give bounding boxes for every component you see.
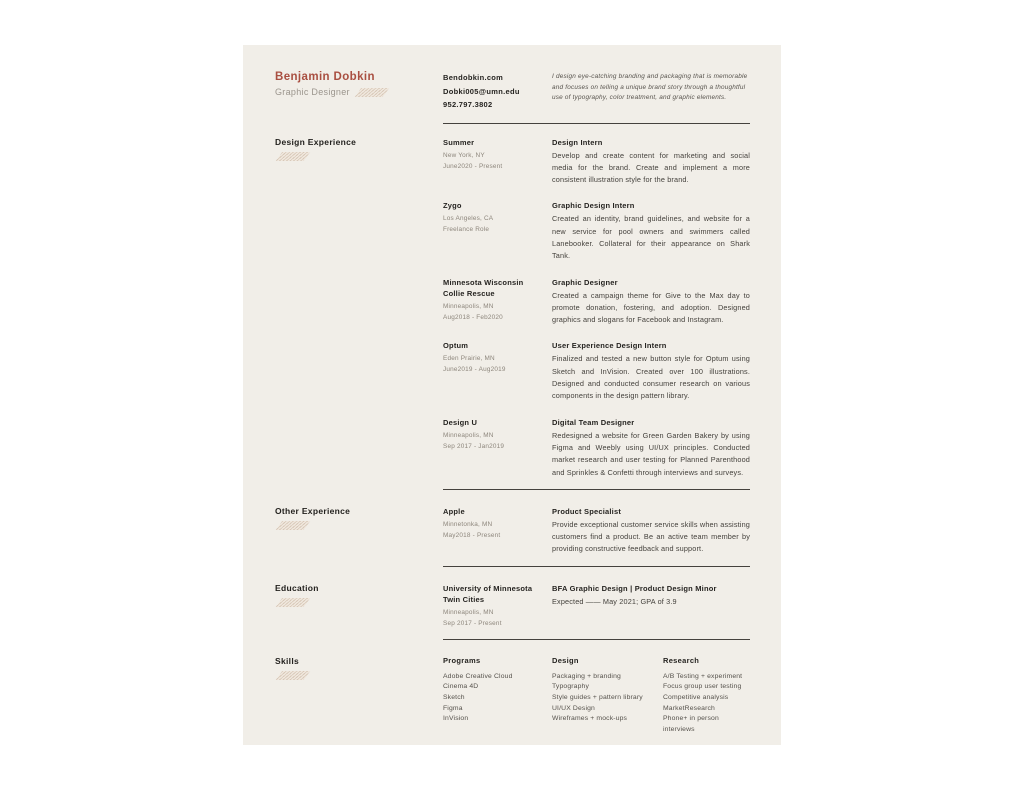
entry-dates: Freelance Role [443,226,490,234]
entry-role: Product Specialist [552,506,622,516]
skill-item: Figma [443,704,463,712]
skill-item: InVision [443,715,469,723]
person-job-title: Graphic Designer [275,87,350,97]
hatch-decoration-icon [276,598,310,607]
skills-column-design [552,656,663,736]
skill-item: Packaging + branding [552,672,621,680]
skill-item: Style guides + pattern library [552,693,643,701]
section-label-design-experience: Design Experience [275,136,357,147]
entry-description: Expected —— May 2021; GPA of 3.9 [552,596,677,606]
experience-entry [443,137,750,187]
skill-item: Sketch [443,693,465,701]
entry-description: Finalized and tested a new button style for Optum using Sketch and InVision. Created over 100 illustrations. Designed and conducted consumer research on various components in the design pattern library. [552,354,750,401]
entry-location: Minneapolis, MN [443,302,494,310]
experience-entry [443,200,750,262]
section-skills [275,656,750,736]
entry-role: User Experience Design Intern [552,341,667,351]
education-entry [443,583,750,629]
contact-phone: 952.797.3802 [443,100,493,109]
entry-degree: BFA Graphic Design | Product Design Minor [552,583,717,593]
entry-role: Graphic Designer [552,277,618,287]
entry-org: Design U [443,417,478,427]
skill-item: Cinema 4D [443,683,479,691]
section-label-skills: Skills [275,655,300,666]
entry-description: Created a campaign theme for Give to the Max day to promote donation, fostering, and adoption. Designed graphics and slogans for Facebook and Instagram. [552,290,750,325]
experience-entry [443,277,750,327]
section-design-experience [275,137,750,489]
entry-location: Minneapolis, MN [443,431,494,439]
skill-item: Typography [552,683,590,691]
entry-org: Zygo [443,201,462,211]
skill-item: MarketResearch [663,704,715,712]
entry-role: Digital Team Designer [552,417,635,427]
person-name: Benjamin Dobkin [275,71,375,83]
skills-heading: Programs [443,655,481,665]
entry-location: Los Angeles, CA [443,215,494,223]
contact-block [443,71,552,112]
resume-page [243,45,781,745]
experience-entry [443,417,750,479]
skills-heading: Design [552,655,579,665]
entry-dates: Aug2018 - Feb2020 [443,313,503,321]
entry-dates: Sep 2017 - Jan2019 [443,442,505,450]
contact-email: Dobki005@umn.edu [443,86,520,96]
section-label-other-experience: Other Experience [275,505,351,516]
entry-org: Minnesota Wisconsin Collie Rescue [443,277,524,298]
hatch-decoration-icon [276,671,310,680]
entry-location: Eden Prairie, MN [443,355,495,363]
skill-item: Focus group user testing [663,683,742,691]
entry-description: Created an identity, brand guidelines, and website for a new service for pool owners and swimmers called Lanebooker. Collateral for their appearance on Shark Tank. [552,214,750,261]
entry-dates: Sep 2017 - Present [443,619,502,627]
hatch-decoration-icon [276,152,310,161]
entry-description: Develop and create content for marketing and social media for the brand. Create and implement a more consistent illustration style for the brand. [552,150,750,185]
entry-dates: June2020 - Present [443,162,503,170]
contact-website: Bendobkin.com [443,73,504,82]
entry-description: Provide exceptional customer service skills when assisting customers find a product. Be an active team member by providing constructive feedback and support. [552,519,750,554]
section-other-experience [275,506,750,566]
section-label-education: Education [275,582,319,593]
entry-org: Optum [443,341,469,351]
entry-org: University of Minnesota Twin Cities [443,583,533,604]
skills-column-programs [443,656,552,736]
entry-location: New York, NY [443,151,485,159]
entry-location: Minneapolis, MN [443,608,494,616]
entry-role: Design Intern [552,137,603,147]
entry-dates: June2019 - Aug2019 [443,366,506,374]
experience-entry [443,340,750,402]
entry-description: Redesigned a website for Green Garden Bakery by using Figma and Weebly using UI/UX principles. Conducted market research and user testing for Planned Parenthood and Sprinkles & Confetti through interviews and surveys. [552,430,750,477]
hatch-decoration-icon [355,88,389,97]
entry-org: Apple [443,506,465,516]
section-education [275,583,750,639]
skills-heading: Research [663,655,700,665]
skills-column-research [663,656,750,736]
skill-item: UI/UX Design [552,704,595,712]
resume-header [275,71,750,112]
personal-tagline: I design eye-catching branding and packaging that is memorable and focuses on telling a unique brand story through a thoughtful use of typography, color treatment, and graphic elements. [552,73,748,102]
skill-item: Wireframes + mock-ups [552,715,628,723]
entry-role: Graphic Design Intern [552,201,635,211]
skill-item: Phone+ in person interviews [663,715,719,733]
entry-location: Minnetonka, MN [443,520,493,528]
entry-org: Summer [443,137,475,147]
skill-item: A/B Testing + experiment [663,672,743,680]
hatch-decoration-icon [276,521,310,530]
entry-dates: May2018 - Present [443,531,501,539]
skill-item: Adobe Creative Cloud [443,672,513,680]
skill-item: Competitive analysis [663,693,729,701]
experience-entry [443,506,750,556]
